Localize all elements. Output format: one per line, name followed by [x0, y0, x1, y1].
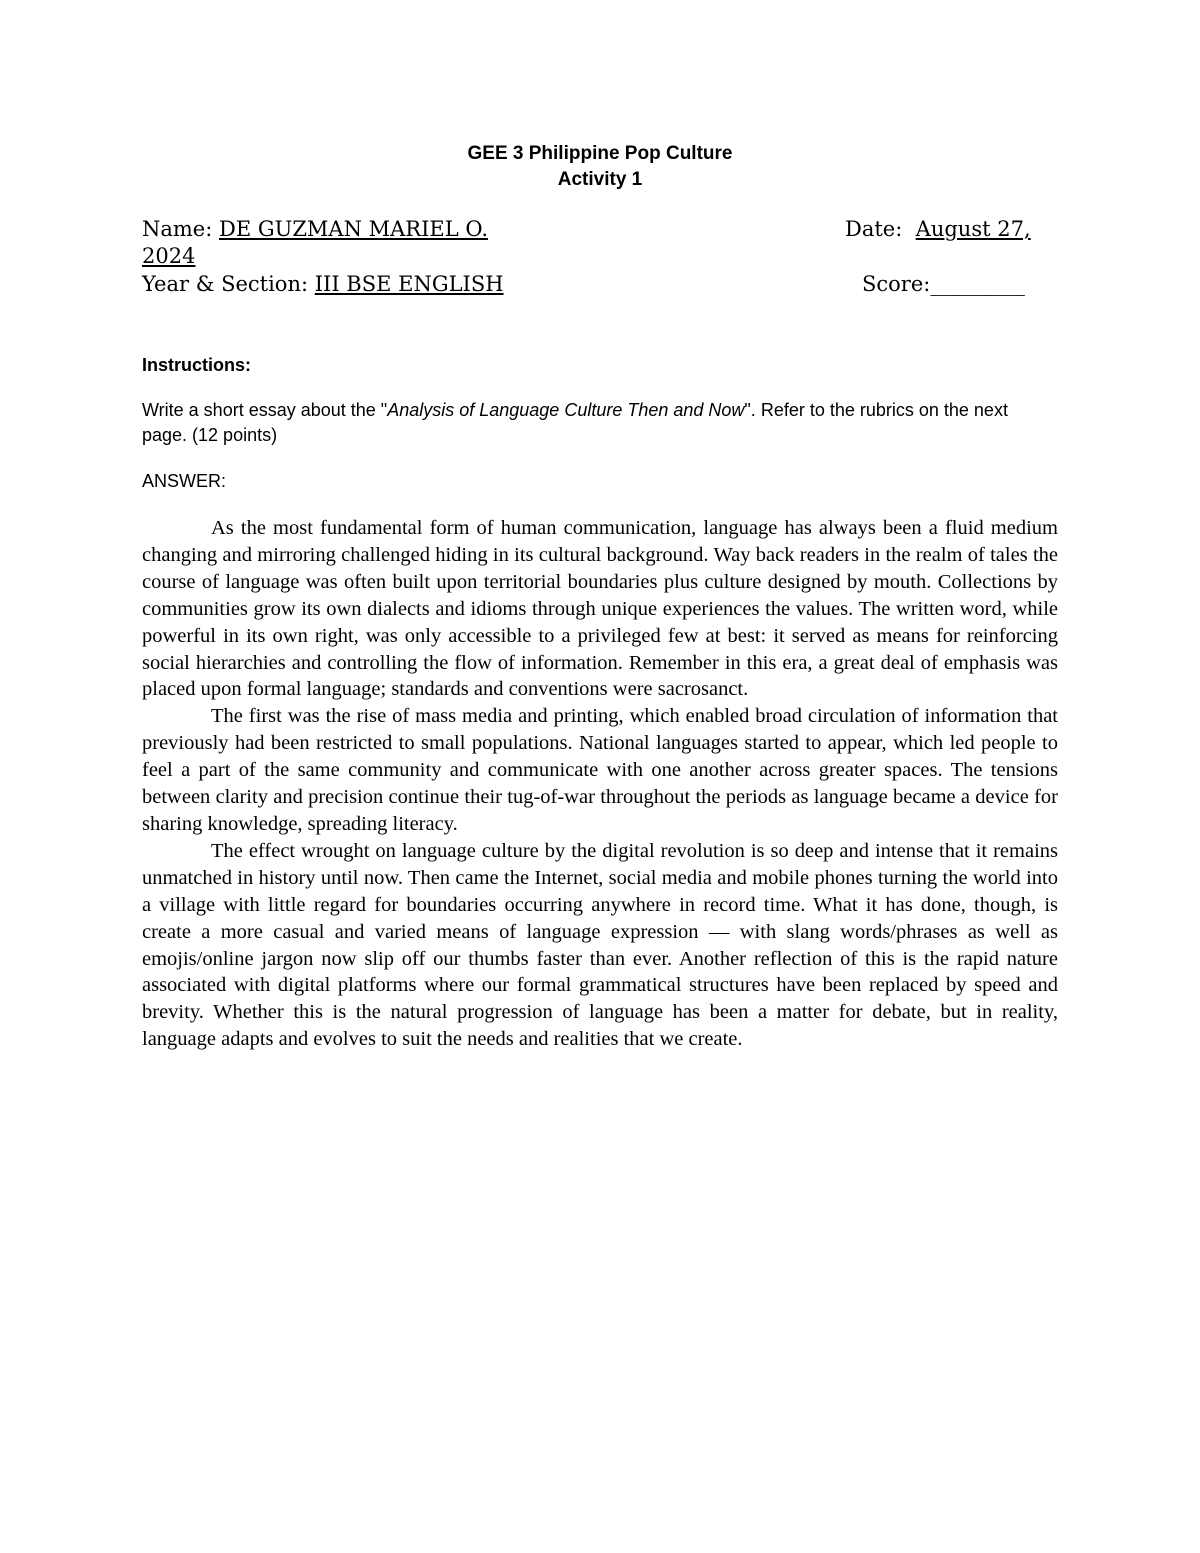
instructions-text-start: Write a short essay about the "	[142, 400, 388, 420]
score-line	[862, 271, 1025, 298]
score-blank: _________	[930, 272, 1025, 296]
essay-paragraph: The first was the rise of mass media and printing, which enabled broad circulation of information that previously had been restricted to small populations. National languages started to appear, which led people to feel a part of the same community and communicate with one another across greater spaces. The tensions between clarity and precision continue their tug-of-war throughout the periods as language became a device for sharing knowledge, spreading literacy.	[142, 705, 1058, 835]
instructions-text	[142, 398, 1022, 448]
section-line	[142, 271, 504, 298]
instructions-text-end: ". Refer to the rubrics on the next page. (12 points)	[142, 400, 1008, 445]
date-continuation	[142, 243, 195, 270]
essay-topic: Analysis of Language Culture Then and Now	[387, 400, 745, 420]
name-line	[142, 216, 488, 243]
score-label: Score:	[862, 272, 931, 296]
course-title: GEE 3 Philippine Pop Culture	[467, 143, 733, 164]
activity-title: Activity 1	[557, 169, 643, 190]
date-label: Date:	[845, 217, 903, 241]
date-line	[845, 216, 1031, 243]
essay-body	[142, 515, 1058, 1053]
name-value: DE GUZMAN MARIEL O.	[219, 217, 489, 241]
document-header	[0, 141, 1200, 193]
section-value: III BSE ENGLISH	[314, 272, 504, 296]
essay-paragraph: The effect wrought on language culture by the digital revolution is so deep and intense that it remains unmatched in history until now. Then came the Internet, social media and mobile phones turning the world into a village with little regard for boundaries occurring anywhere in record time. What it has done, though, is create a more casual and varied means of language expression — with slang words/phrases as well as emojis/online jargon now slip off our thumbs faster than ever. Another reflection of this is the rapid nature associated with digital platforms where our formal grammatical structures have been replaced by speed and brevity. Whether this is the natural progression of language has been a matter for debate, but in reality, language adapts and evolves to suit the needs and realities that we create.	[142, 839, 1058, 1051]
answer-label: ANSWER:	[142, 471, 227, 491]
date-value: August 27,	[915, 217, 1031, 241]
essay-paragraph: As the most fundamental form of human communication, language has always been a fluid medium changing and mirroring challenged hiding in its cultural background. Way back readers in the realm of tales the course of language was often built upon territorial boundaries plus culture designed by mouth. Collections by communities grow its own dialects and idioms through unique experiences the values. The written word, while powerful in its own right, was only accessible to a privileged few at best: it served as means for reinforcing social hierarchies and controlling the flow of information. Remember in this era, a great deal of emphasis was placed upon formal language; standards and conventions were sacrosanct.	[142, 517, 1058, 701]
section-label: Year & Section:	[142, 272, 309, 296]
date-year: 2024	[142, 244, 196, 268]
name-label: Name:	[142, 217, 213, 241]
instructions-heading: Instructions:	[142, 355, 252, 375]
